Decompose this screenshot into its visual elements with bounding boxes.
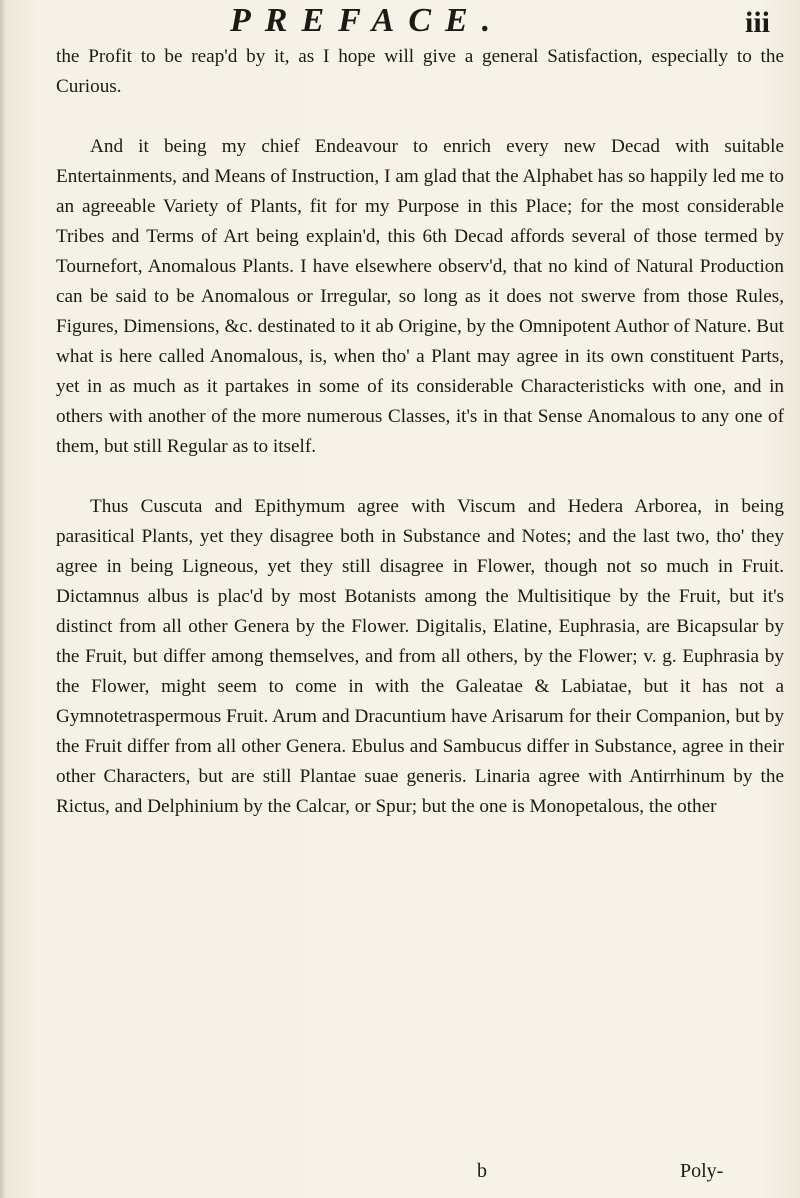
page-number: iii [745, 6, 771, 39]
paragraph-gap [56, 102, 784, 132]
page-header [0, 4, 800, 44]
paragraph-gap [56, 462, 784, 492]
catchword: Poly- [680, 1160, 724, 1182]
signature-mark: b [477, 1160, 487, 1182]
page-footer [0, 1160, 800, 1194]
paragraph-2: And it being my chief Endeavour to enrich every new Decad with suitable Entertainments, and Means of Instruction, I am glad that the Alphabet has so happily led me to an agreeable Variety of Plants, fit for my Purpose in this Place; for the most considerable Tribes and Terms of Art being explain'd, this 6th Decad affords several of those termed by Tournefort, Anomalous Plants. I have elsewhere observ'd, that no kind of Natural Production can be said to be Anomalous or Irregular, so long as it does not swerve from those Rules, Figures, Dimensions, &c. destinated to it ab Origine, by the Omnipotent Author of Nature. But what is here called Anomalous, is, when tho' a Plant may agree in its own constituent Parts, yet in as much as it partakes in some of its considerable Characteristicks with one, and in others with another of the more numerous Classes, it's in that Sense Anomalous to any one of them, but still Regular as to itself. [56, 136, 784, 457]
running-head: PREFACE. [230, 2, 505, 39]
body-text [56, 42, 784, 822]
paragraph-3: Thus Cuscuta and Epithymum agree with Viscum and Hedera Arborea, in being parasitical Plants, yet they disagree both in Substance and Notes; and the last two, tho' they agree in being Ligneous, yet they still disagree in Flower, though not so much in Fruit. Dictamnus albus is plac'd by most Botanists among the Multisitique by the Fruit, but it's distinct from all other Genera by the Flower. Digitalis, Elatine, Euphrasia, are Bicapsular by the Fruit, but differ among themselves, and from all others, by the Flower; v. g. Euphrasia by the Flower, might seem to come in with the Galeatae & Labiatae, but it has not a Gymnotetraspermous Fruit. Arum and Dracuntium have Arisarum for their Companion, but by the Fruit differ from all other Genera. Ebulus and Sambucus differ in Substance, agree in their other Characters, but are still Plantae suae generis. Linaria agree with Antirrhinum by the Rictus, and Delphinium by the Calcar, or Spur; but the one is Monopetalous, the other [56, 496, 784, 817]
page-gutter-shadow [0, 0, 6, 1198]
paragraph-1: the Profit to be reap'd by it, as I hope will give a general Satisfaction, especially to the Curious. [56, 46, 784, 97]
